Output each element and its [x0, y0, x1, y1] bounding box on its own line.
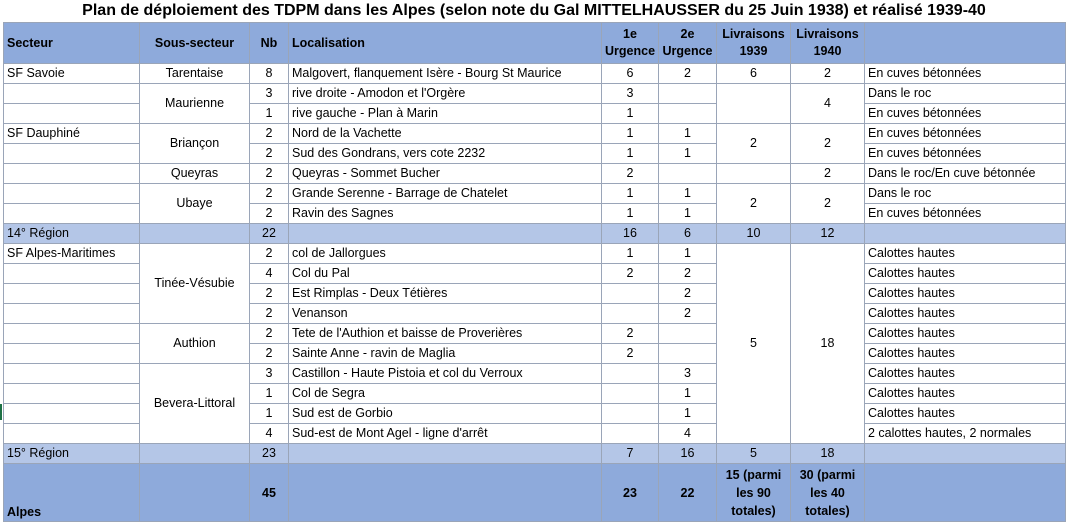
cell-remarques[interactable]: En cuves bétonnées: [865, 204, 1066, 224]
cell-secteur[interactable]: [4, 144, 140, 164]
header-livraisons-1940[interactable]: [791, 23, 865, 64]
cell-secteur[interactable]: [4, 324, 140, 344]
region-15-livraisons-1939[interactable]: 5: [717, 444, 791, 464]
cell-sous-secteur[interactable]: Maurienne: [140, 84, 250, 124]
header-liv1939-line2: 1939: [739, 44, 768, 58]
header-row: [4, 23, 1066, 64]
cell-secteur[interactable]: [4, 84, 140, 104]
total-l40-line1: 30 (parmi: [799, 467, 856, 482]
cell-localisation[interactable]: Sud des Gondrans, vers cote 2232: [289, 144, 602, 164]
total-row: [4, 464, 1066, 522]
cell-remarques[interactable]: En cuves bétonnées: [865, 104, 1066, 124]
cell-secteur[interactable]: [4, 104, 140, 124]
total-l39-line3: totales): [731, 503, 776, 518]
selection-marker: [0, 404, 2, 420]
cell-secteur[interactable]: [4, 164, 140, 184]
header-urgence2-line2: Urgence: [662, 44, 713, 58]
total-urgence1[interactable]: 23: [602, 464, 659, 522]
cell-nb[interactable]: 3: [250, 364, 289, 384]
region-14-row: [4, 224, 1066, 244]
header-sous-secteur[interactable]: Sous-secteur: [140, 23, 250, 64]
cell-urgence2[interactable]: 1: [659, 384, 717, 404]
header-remarques[interactable]: [865, 23, 1066, 64]
cell-urgence1[interactable]: 3: [602, 84, 659, 104]
cell-localisation[interactable]: Col du Pal: [289, 264, 602, 284]
header-liv1939-line1: Livraisons: [722, 27, 785, 41]
cell-nb[interactable]: 2: [250, 204, 289, 224]
cell-livraisons-1940[interactable]: 2: [791, 184, 865, 224]
table-row: [4, 324, 1066, 344]
cell-urgence2[interactable]: 1: [659, 204, 717, 224]
cell-livraisons-1940[interactable]: 2: [791, 164, 865, 184]
cell-localisation[interactable]: Castillon - Haute Pistoia et col du Verroux: [289, 364, 602, 384]
cell-nb[interactable]: 8: [250, 64, 289, 84]
header-urgence2-line1: 2e: [680, 27, 695, 41]
cell-localisation[interactable]: Sud est de Gorbio: [289, 404, 602, 424]
cell-nb[interactable]: 2: [250, 144, 289, 164]
cell-remarques[interactable]: Calottes hautes: [865, 304, 1066, 324]
region-14-empty[interactable]: [865, 224, 1066, 244]
cell-livraisons-1939[interactable]: 2: [717, 184, 791, 224]
cell-nb[interactable]: 2: [250, 184, 289, 204]
cell-livraisons-1940[interactable]: 2: [791, 124, 865, 164]
region-14-nb[interactable]: 22: [250, 224, 289, 244]
cell-secteur[interactable]: SF Dauphiné: [4, 124, 140, 144]
cell-nb[interactable]: 2: [250, 284, 289, 304]
cell-secteur[interactable]: [4, 364, 140, 384]
cell-localisation[interactable]: Est Rimplas - Deux Tétières: [289, 284, 602, 304]
cell-localisation[interactable]: Venanson: [289, 304, 602, 324]
cell-livraisons-1940[interactable]: 4: [791, 84, 865, 124]
table-row: [4, 184, 1066, 204]
region-14-label[interactable]: 14° Région: [4, 224, 140, 244]
cell-localisation[interactable]: Malgovert, flanquement Isère - Bourg St Maurice: [289, 64, 602, 84]
region-14-livraisons-1940[interactable]: 12: [791, 224, 865, 244]
region-14-urgence2[interactable]: 6: [659, 224, 717, 244]
cell-localisation[interactable]: Ravin des Sagnes: [289, 204, 602, 224]
cell-remarques[interactable]: Dans le roc: [865, 84, 1066, 104]
cell-remarques[interactable]: En cuves bétonnées: [865, 144, 1066, 164]
cell-urgence1[interactable]: 1: [602, 124, 659, 144]
cell-livraisons-1939[interactable]: [717, 84, 791, 124]
cell-nb[interactable]: 4: [250, 424, 289, 444]
region-14-urgence1[interactable]: 16: [602, 224, 659, 244]
cell-localisation[interactable]: Queyras - Sommet Bucher: [289, 164, 602, 184]
cell-urgence2[interactable]: 4: [659, 424, 717, 444]
cell-secteur[interactable]: SF Alpes-Maritimes: [4, 244, 140, 264]
cell-urgence1[interactable]: 1: [602, 244, 659, 264]
cell-urgence2[interactable]: 1: [659, 124, 717, 144]
cell-secteur[interactable]: [4, 404, 140, 424]
region-14-empty[interactable]: [140, 224, 250, 244]
cell-nb[interactable]: 2: [250, 124, 289, 144]
cell-urgence1[interactable]: [602, 284, 659, 304]
cell-sous-secteur[interactable]: Tinée-Vésubie: [140, 244, 250, 324]
header-nb[interactable]: Nb: [250, 23, 289, 64]
region-15-row: [4, 444, 1066, 464]
cell-localisation[interactable]: Tete de l'Authion et baisse de Proverières: [289, 324, 602, 344]
total-l40-line2: les 40: [810, 485, 845, 500]
cell-livraisons-1939[interactable]: 2: [717, 124, 791, 164]
cell-secteur[interactable]: SF Savoie: [4, 64, 140, 84]
total-label[interactable]: Alpes: [4, 464, 140, 522]
region-15-empty[interactable]: [140, 444, 250, 464]
table-title: Plan de déploiement des TDPM dans les Alpes (selon note du Gal MITTELHAUSSER du 25 Juin 1938) et réalisé 1939-40: [82, 2, 986, 19]
cell-remarques[interactable]: Calottes hautes: [865, 244, 1066, 264]
region-15-urgence2[interactable]: 16: [659, 444, 717, 464]
header-urgence1-line2: Urgence: [605, 44, 656, 58]
cell-urgence1[interactable]: 1: [602, 144, 659, 164]
cell-urgence2[interactable]: 2: [659, 304, 717, 324]
cell-remarques[interactable]: Calottes hautes: [865, 344, 1066, 364]
cell-nb[interactable]: 2: [250, 304, 289, 324]
cell-sous-secteur[interactable]: Queyras: [140, 164, 250, 184]
cell-secteur[interactable]: [4, 204, 140, 224]
cell-sous-secteur[interactable]: Ubaye: [140, 184, 250, 224]
cell-urgence2[interactable]: [659, 84, 717, 104]
cell-nb[interactable]: 1: [250, 404, 289, 424]
region-15-livraisons-1940[interactable]: 18: [791, 444, 865, 464]
cell-nb[interactable]: 1: [250, 104, 289, 124]
total-empty[interactable]: [865, 464, 1066, 522]
cell-sous-secteur[interactable]: Briançon: [140, 124, 250, 164]
header-liv1940-line1: Livraisons: [796, 27, 859, 41]
cell-livraisons-1940[interactable]: 18: [791, 244, 865, 444]
cell-urgence1[interactable]: 2: [602, 264, 659, 284]
cell-nb[interactable]: 2: [250, 344, 289, 364]
region-15-empty[interactable]: [865, 444, 1066, 464]
cell-urgence1[interactable]: 2: [602, 324, 659, 344]
cell-urgence1[interactable]: [602, 404, 659, 424]
cell-urgence1[interactable]: [602, 364, 659, 384]
cell-secteur[interactable]: [4, 344, 140, 364]
cell-livraisons-1939[interactable]: 6: [717, 64, 791, 84]
cell-localisation[interactable]: Sud-est de Mont Agel - ligne d'arrêt: [289, 424, 602, 444]
deployment-table: [3, 22, 1066, 522]
cell-urgence1[interactable]: 6: [602, 64, 659, 84]
cell-urgence1[interactable]: 1: [602, 104, 659, 124]
header-urgence1-line1: 1e: [623, 27, 637, 41]
total-livraisons-1940[interactable]: [791, 464, 865, 522]
region-15-label[interactable]: 15° Région: [4, 444, 140, 464]
table-row: [4, 244, 1066, 264]
cell-remarques[interactable]: 2 calottes hautes, 2 normales: [865, 424, 1066, 444]
cell-urgence2[interactable]: [659, 104, 717, 124]
cell-urgence2[interactable]: 1: [659, 144, 717, 164]
cell-sous-secteur[interactable]: Authion: [140, 324, 250, 364]
region-15-urgence1[interactable]: 7: [602, 444, 659, 464]
region-14-empty[interactable]: [289, 224, 602, 244]
cell-remarques[interactable]: Dans le roc: [865, 184, 1066, 204]
header-urgence1[interactable]: [602, 23, 659, 64]
header-urgence2[interactable]: [659, 23, 717, 64]
cell-secteur[interactable]: [4, 184, 140, 204]
cell-urgence2[interactable]: 1: [659, 244, 717, 264]
cell-urgence1[interactable]: 2: [602, 344, 659, 364]
cell-urgence1[interactable]: 1: [602, 184, 659, 204]
cell-urgence2[interactable]: 1: [659, 184, 717, 204]
total-l39-line1: 15 (parmi: [725, 467, 782, 482]
total-empty[interactable]: [289, 464, 602, 522]
cell-localisation[interactable]: rive gauche - Plan à Marin: [289, 104, 602, 124]
cell-remarques[interactable]: Calottes hautes: [865, 364, 1066, 384]
cell-urgence1[interactable]: 1: [602, 204, 659, 224]
region-15-empty[interactable]: [289, 444, 602, 464]
cell-remarques[interactable]: Calottes hautes: [865, 404, 1066, 424]
header-liv1940-line2: 1940: [813, 44, 842, 58]
table-row: [4, 64, 1066, 84]
cell-nb[interactable]: 2: [250, 244, 289, 264]
cell-urgence2[interactable]: [659, 164, 717, 184]
cell-sous-secteur[interactable]: Tarentaise: [140, 64, 250, 84]
cell-secteur[interactable]: [4, 384, 140, 404]
cell-localisation[interactable]: rive droite - Amodon et l'Orgère: [289, 84, 602, 104]
cell-urgence2[interactable]: 1: [659, 404, 717, 424]
header-secteur[interactable]: Secteur: [4, 23, 140, 64]
table-row: [4, 84, 1066, 104]
cell-secteur[interactable]: [4, 284, 140, 304]
cell-livraisons-1939[interactable]: 5: [717, 244, 791, 444]
region-15-nb[interactable]: 23: [250, 444, 289, 464]
cell-remarques[interactable]: Calottes hautes: [865, 324, 1066, 344]
total-empty[interactable]: [140, 464, 250, 522]
cell-localisation[interactable]: Sainte Anne - ravin de Maglia: [289, 344, 602, 364]
cell-localisation[interactable]: col de Jallorgues: [289, 244, 602, 264]
cell-secteur[interactable]: [4, 304, 140, 324]
cell-sous-secteur[interactable]: Bevera-Littoral: [140, 364, 250, 444]
cell-remarques[interactable]: En cuves bétonnées: [865, 64, 1066, 84]
cell-remarques[interactable]: Calottes hautes: [865, 384, 1066, 404]
cell-urgence2[interactable]: 2: [659, 64, 717, 84]
cell-secteur[interactable]: [4, 424, 140, 444]
cell-nb[interactable]: 1: [250, 384, 289, 404]
table-row: [4, 124, 1066, 144]
cell-remarques[interactable]: Calottes hautes: [865, 284, 1066, 304]
cell-nb[interactable]: 2: [250, 164, 289, 184]
cell-urgence2[interactable]: [659, 324, 717, 344]
cell-livraisons-1940[interactable]: 2: [791, 64, 865, 84]
cell-urgence1[interactable]: [602, 384, 659, 404]
cell-localisation[interactable]: Nord de la Vachette: [289, 124, 602, 144]
cell-urgence2[interactable]: 2: [659, 284, 717, 304]
cell-urgence2[interactable]: 3: [659, 364, 717, 384]
cell-nb[interactable]: 4: [250, 264, 289, 284]
region-14-livraisons-1939[interactable]: 10: [717, 224, 791, 244]
cell-urgence1[interactable]: [602, 424, 659, 444]
cell-remarques[interactable]: En cuves bétonnées: [865, 124, 1066, 144]
cell-urgence2[interactable]: 2: [659, 264, 717, 284]
table-row: [4, 364, 1066, 384]
cell-urgence2[interactable]: [659, 344, 717, 364]
cell-secteur[interactable]: [4, 264, 140, 284]
total-nb[interactable]: 45: [250, 464, 289, 522]
cell-remarques[interactable]: Dans le roc/En cuve bétonnée: [865, 164, 1066, 184]
cell-urgence1[interactable]: [602, 304, 659, 324]
cell-nb[interactable]: 3: [250, 84, 289, 104]
cell-localisation[interactable]: Col de Segra: [289, 384, 602, 404]
total-l40-line3: totales): [805, 503, 850, 518]
total-urgence2[interactable]: 22: [659, 464, 717, 522]
cell-localisation[interactable]: Grande Serenne - Barrage de Chatelet: [289, 184, 602, 204]
cell-remarques[interactable]: Calottes hautes: [865, 264, 1066, 284]
cell-livraisons-1939[interactable]: [717, 164, 791, 184]
table-row: [4, 164, 1066, 184]
cell-urgence1[interactable]: 2: [602, 164, 659, 184]
total-l39-line2: les 90: [736, 485, 771, 500]
total-livraisons-1939[interactable]: [717, 464, 791, 522]
cell-nb[interactable]: 2: [250, 324, 289, 344]
header-livraisons-1939[interactable]: [717, 23, 791, 64]
header-localisation[interactable]: Localisation: [289, 23, 602, 64]
